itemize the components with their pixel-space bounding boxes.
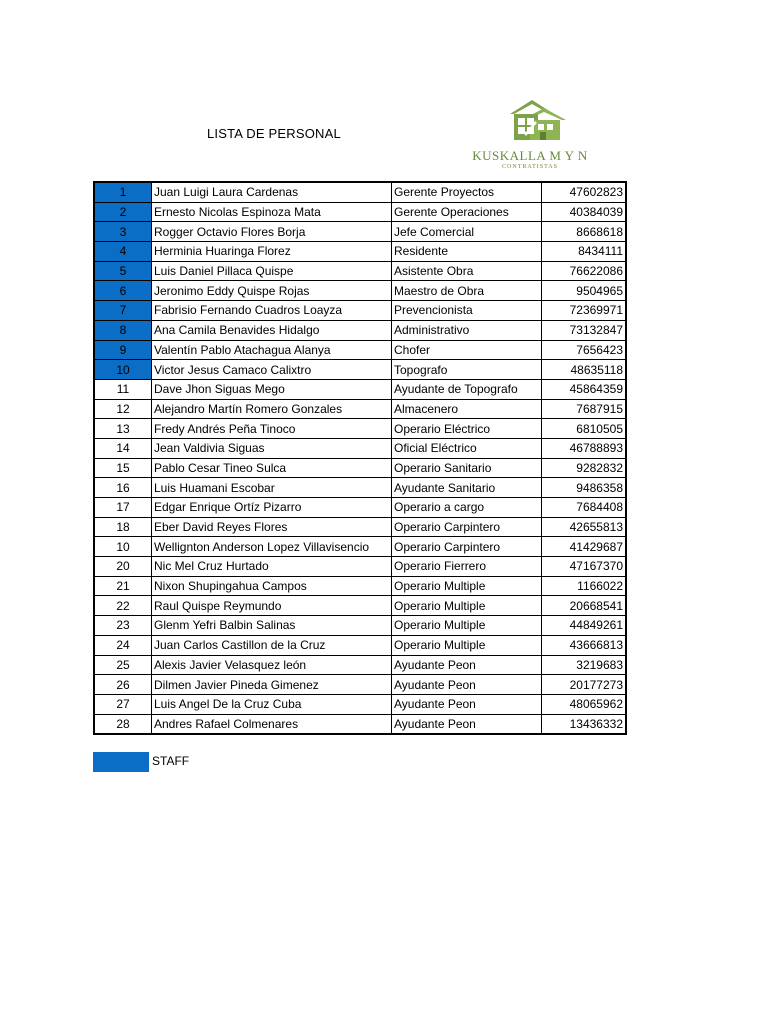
employee-role: Ayudante Peon	[392, 714, 542, 734]
employee-name: Luis Huamani Escobar	[152, 478, 392, 498]
table-row	[94, 438, 626, 458]
row-number: 8	[94, 320, 152, 340]
row-number: 22	[94, 596, 152, 616]
row-number: 2	[94, 202, 152, 222]
employee-role: Operario Carpintero	[392, 537, 542, 557]
personnel-table	[93, 181, 627, 735]
row-number: 3	[94, 222, 152, 242]
page-title: LISTA DE PERSONAL	[207, 126, 341, 141]
employee-role: Operario Multiple	[392, 616, 542, 636]
employee-name: Juan Luigi Laura Cardenas	[152, 182, 392, 202]
row-number: 7	[94, 301, 152, 321]
row-number: 10	[94, 537, 152, 557]
employee-name: Herminia Huaringa Florez	[152, 242, 392, 262]
employee-role: Operario a cargo	[392, 498, 542, 518]
employee-role: Operario Sanitario	[392, 458, 542, 478]
table-row	[94, 340, 626, 360]
employee-dni: 13436332	[542, 714, 627, 734]
employee-name: Jeronimo Eddy Quispe Rojas	[152, 281, 392, 301]
table-row	[94, 182, 626, 202]
employee-name: Luis Daniel Pillaca Quispe	[152, 261, 392, 281]
employee-name: Victor Jesus Camaco Calixtro	[152, 360, 392, 380]
row-number: 24	[94, 635, 152, 655]
table-row	[94, 242, 626, 262]
row-number: 4	[94, 242, 152, 262]
employee-name: Glenm Yefri Balbin Salinas	[152, 616, 392, 636]
company-logo	[470, 98, 590, 174]
row-number: 21	[94, 576, 152, 596]
employee-name: Ernesto Nicolas Espinoza Mata	[152, 202, 392, 222]
employee-role: Residente	[392, 242, 542, 262]
employee-name: Nixon Shupingahua Campos	[152, 576, 392, 596]
employee-dni: 9282832	[542, 458, 627, 478]
employee-role: Ayudante Peon	[392, 694, 542, 714]
row-number: 1	[94, 182, 152, 202]
employee-name: Dave Jhon Siguas Mego	[152, 379, 392, 399]
employee-role: Prevencionista	[392, 301, 542, 321]
row-number: 12	[94, 399, 152, 419]
employee-name: Pablo Cesar Tineo Sulca	[152, 458, 392, 478]
employee-role: Operario Multiple	[392, 635, 542, 655]
table-row	[94, 281, 626, 301]
table-row	[94, 655, 626, 675]
employee-name: Edgar Enrique Ortíz Pizarro	[152, 498, 392, 518]
employee-dni: 9486358	[542, 478, 627, 498]
employee-name: Valentín Pablo Atachagua Alanya	[152, 340, 392, 360]
employee-role: Gerente Proyectos	[392, 182, 542, 202]
table-row	[94, 596, 626, 616]
table-row	[94, 675, 626, 695]
employee-dni: 7687915	[542, 399, 627, 419]
row-number: 13	[94, 419, 152, 439]
employee-role: Topografo	[392, 360, 542, 380]
employee-dni: 41429687	[542, 537, 627, 557]
employee-dni: 46788893	[542, 438, 627, 458]
employee-dni: 1166022	[542, 576, 627, 596]
employee-name: Jean Valdivia Siguas	[152, 438, 392, 458]
employee-dni: 7684408	[542, 498, 627, 518]
employee-name: Ana Camila Benavides Hidalgo	[152, 320, 392, 340]
row-number: 11	[94, 379, 152, 399]
row-number: 20	[94, 557, 152, 577]
row-number: 18	[94, 517, 152, 537]
table-row	[94, 222, 626, 242]
row-number: 27	[94, 694, 152, 714]
employee-role: Operario Multiple	[392, 576, 542, 596]
employee-role: Ayudante de Topografo	[392, 379, 542, 399]
row-number: 17	[94, 498, 152, 518]
employee-dni: 42655813	[542, 517, 627, 537]
employee-role: Operario Fierrero	[392, 557, 542, 577]
employee-dni: 7656423	[542, 340, 627, 360]
table-row	[94, 537, 626, 557]
row-number: 16	[94, 478, 152, 498]
employee-dni: 48635118	[542, 360, 627, 380]
house-logo-icon	[470, 98, 590, 150]
table-row	[94, 576, 626, 596]
table-row	[94, 478, 626, 498]
employee-dni: 40384039	[542, 202, 627, 222]
employee-name: Fredy Andrés Peña Tinoco	[152, 419, 392, 439]
employee-dni: 72369971	[542, 301, 627, 321]
table-row	[94, 635, 626, 655]
table-row	[94, 694, 626, 714]
row-number: 5	[94, 261, 152, 281]
employee-name: Raul Quispe Reymundo	[152, 596, 392, 616]
employee-dni: 43666813	[542, 635, 627, 655]
employee-name: Juan Carlos Castillon de la Cruz	[152, 635, 392, 655]
employee-role: Maestro de Obra	[392, 281, 542, 301]
employee-dni: 44849261	[542, 616, 627, 636]
row-number: 28	[94, 714, 152, 734]
employee-role: Administrativo	[392, 320, 542, 340]
row-number: 10	[94, 360, 152, 380]
employee-dni: 8668618	[542, 222, 627, 242]
employee-role: Chofer	[392, 340, 542, 360]
employee-dni: 9504965	[542, 281, 627, 301]
employee-name: Alexis Javier Velasquez león	[152, 655, 392, 675]
row-number: 15	[94, 458, 152, 478]
employee-name: Nic Mel Cruz Hurtado	[152, 557, 392, 577]
employee-name: Alejandro Martín Romero Gonzales	[152, 399, 392, 419]
staff-legend-swatch	[93, 752, 149, 772]
employee-role: Ayudante Sanitario	[392, 478, 542, 498]
employee-dni: 6810505	[542, 419, 627, 439]
table-row	[94, 616, 626, 636]
table-row	[94, 261, 626, 281]
employee-name: Luis Angel De la Cruz Cuba	[152, 694, 392, 714]
table-row	[94, 498, 626, 518]
employee-dni: 73132847	[542, 320, 627, 340]
row-number: 9	[94, 340, 152, 360]
employee-role: Operario Multiple	[392, 596, 542, 616]
logo-subtitle: CONTRATISTAS	[502, 164, 558, 170]
employee-role: Oficial Eléctrico	[392, 438, 542, 458]
employee-name: Wellignton Anderson Lopez Villavisencio	[152, 537, 392, 557]
employee-name: Rogger Octavio Flores Borja	[152, 222, 392, 242]
table-row	[94, 320, 626, 340]
staff-legend-label: STAFF	[152, 754, 190, 768]
employee-dni: 45864359	[542, 379, 627, 399]
employee-role: Jefe Comercial	[392, 222, 542, 242]
employee-role: Operario Carpintero	[392, 517, 542, 537]
table-row	[94, 399, 626, 419]
employee-role: Gerente Operaciones	[392, 202, 542, 222]
employee-name: Andres Rafael Colmenares	[152, 714, 392, 734]
employee-name: Fabrisio Fernando Cuadros Loayza	[152, 301, 392, 321]
employee-dni: 47602823	[542, 182, 627, 202]
employee-role: Operario Eléctrico	[392, 419, 542, 439]
table-row	[94, 379, 626, 399]
employee-role: Almacenero	[392, 399, 542, 419]
employee-name: Dilmen Javier Pineda Gimenez	[152, 675, 392, 695]
table-row	[94, 714, 626, 734]
row-number: 26	[94, 675, 152, 695]
row-number: 14	[94, 438, 152, 458]
logo-name: KUSKALLA M Y N	[472, 148, 588, 163]
employee-role: Ayudante Peon	[392, 675, 542, 695]
table-row	[94, 301, 626, 321]
employee-dni: 3219683	[542, 655, 627, 675]
table-row	[94, 517, 626, 537]
employee-role: Asistente Obra	[392, 261, 542, 281]
employee-dni: 48065962	[542, 694, 627, 714]
table-row	[94, 202, 626, 222]
table-row	[94, 557, 626, 577]
table-row	[94, 458, 626, 478]
row-number: 23	[94, 616, 152, 636]
employee-dni: 20177273	[542, 675, 627, 695]
employee-role: Ayudante Peon	[392, 655, 542, 675]
row-number: 6	[94, 281, 152, 301]
employee-dni: 76622086	[542, 261, 627, 281]
employee-dni: 47167370	[542, 557, 627, 577]
row-number: 25	[94, 655, 152, 675]
table-row	[94, 419, 626, 439]
table-row	[94, 360, 626, 380]
employee-dni: 20668541	[542, 596, 627, 616]
employee-name: Eber David Reyes Flores	[152, 517, 392, 537]
employee-dni: 8434111	[542, 242, 627, 262]
